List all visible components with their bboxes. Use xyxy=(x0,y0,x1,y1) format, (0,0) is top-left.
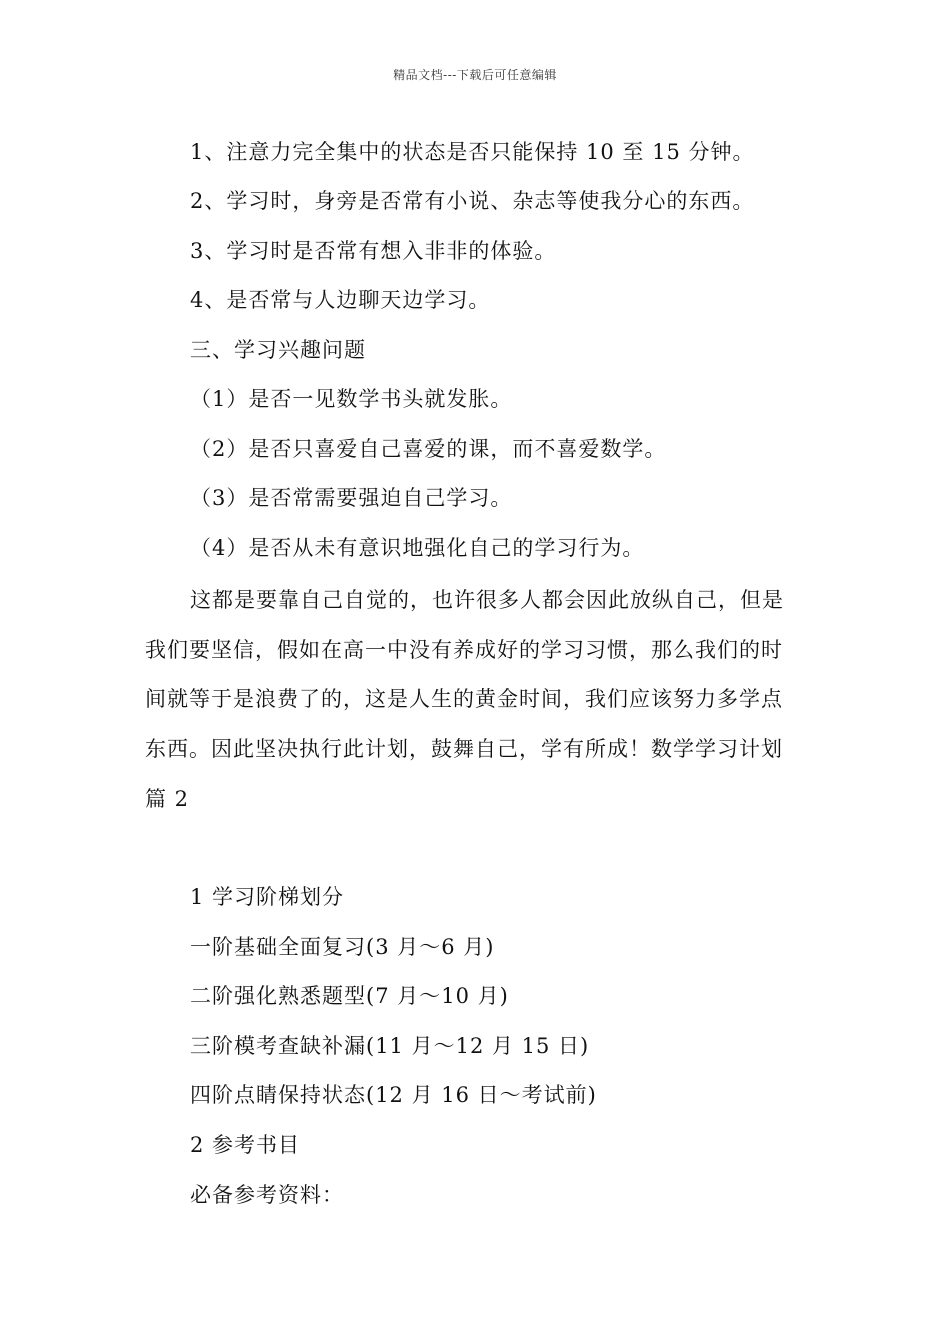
list-item-concentration-4: 4、是否常与人边聊天边学习。 xyxy=(190,288,491,312)
stage-item-4: 四阶点睛保持状态(12 月 16 日～考试前) xyxy=(190,1083,597,1107)
books-label: 必备参考资料： xyxy=(190,1183,344,1207)
books-heading: 2 参考书目 xyxy=(190,1133,301,1157)
section-heading-interest: 三、学习兴趣问题 xyxy=(190,338,366,362)
page-header: 精品文档---下载后可任意编辑 xyxy=(393,68,557,82)
list-item-interest-2: （2）是否只喜爱自己喜爱的课，而不喜爱数学。 xyxy=(190,437,667,461)
stage-item-3: 三阶模考查缺补漏(11 月～12 月 15 日) xyxy=(190,1034,590,1058)
list-item-interest-1: （1）是否一见数学书头就发胀。 xyxy=(190,387,513,411)
list-item-concentration-2: 2、学习时，身旁是否常有小说、杂志等使我分心的东西。 xyxy=(190,189,755,213)
list-item-concentration-1: 1、注意力完全集中的状态是否只能保持 10 至 15 分钟。 xyxy=(190,140,755,164)
paragraph-line-3: 间就等于是浪费了的，这是人生的黄金时间，我们应该努力多学点 xyxy=(145,687,783,711)
paragraph-line-1: 这都是要靠自己自觉的，也许很多人都会因此放纵自己，但是 xyxy=(190,588,784,612)
stage-item-2: 二阶强化熟悉题型(7 月～10 月) xyxy=(190,984,509,1008)
paragraph-line-5: 篇 2 xyxy=(145,787,190,811)
list-item-concentration-3: 3、学习时是否常有想入非非的体验。 xyxy=(190,239,557,263)
list-item-interest-3: （3）是否常需要强迫自己学习。 xyxy=(190,486,513,510)
stage-heading: 1 学习阶梯划分 xyxy=(190,885,345,909)
list-item-interest-4: （4）是否从未有意识地强化自己的学习行为。 xyxy=(190,536,645,560)
paragraph-line-4: 东西。因此坚决执行此计划，鼓舞自己，学有所成！数学学习计划 xyxy=(145,737,783,761)
stage-item-1: 一阶基础全面复习(3 月～6 月) xyxy=(190,935,495,959)
paragraph-line-2: 我们要坚信，假如在高一中没有养成好的学习习惯，那么我们的时 xyxy=(145,638,783,662)
